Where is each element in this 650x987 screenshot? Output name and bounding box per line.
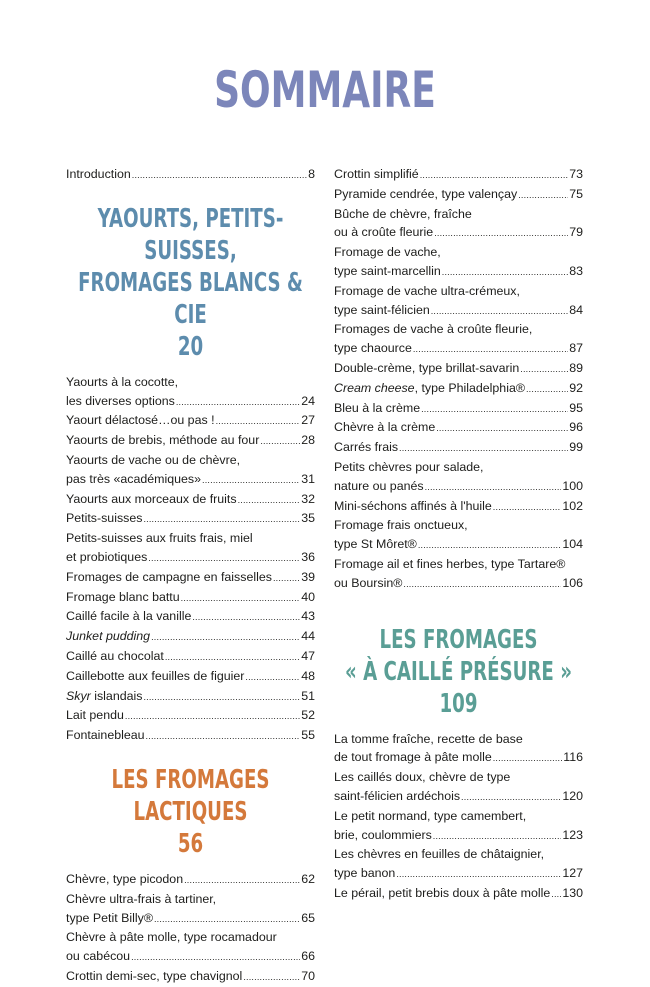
entry-label: de tout fromage à pâte molle: [334, 750, 492, 765]
entry-page: 89: [569, 360, 583, 375]
entry-label: Fromage blanc battu: [66, 589, 180, 604]
entry-page: 116: [563, 750, 583, 765]
entry-label: Double-crème, type brillat-savarin: [334, 360, 520, 375]
entry-label: Les caillés doux, chèvre de type: [334, 770, 511, 785]
entry-label: type St Môret®: [334, 537, 417, 552]
entry-label: Fromages de campagne en faisselles: [66, 569, 272, 584]
toc-list-yaourts: [66, 373, 315, 746]
toc-entry[interactable]: [66, 667, 315, 687]
toc-entry[interactable]: [334, 359, 583, 379]
entry-page: 83: [569, 263, 583, 278]
entry-page: 87: [569, 341, 583, 356]
toc-entry[interactable]: [334, 516, 583, 555]
entry-page: 104: [562, 537, 583, 552]
entry-label: pas très «académiques»: [66, 471, 202, 486]
entry-page: 8: [308, 167, 315, 181]
entry-label: nature ou panés: [334, 478, 424, 493]
entry-page: 127: [562, 866, 583, 881]
toc-entry[interactable]: [66, 431, 315, 451]
toc-entry[interactable]: [334, 418, 583, 438]
entry-label: Chèvre à pâte molle, type rocamadour: [66, 930, 277, 945]
toc-entry[interactable]: [66, 928, 315, 967]
entry-label: Chèvre, type picodon: [66, 871, 184, 886]
entry-page: 95: [569, 400, 583, 415]
toc-entry[interactable]: [334, 730, 583, 769]
entry-label: Lait pendu: [66, 708, 124, 723]
entry-label: Introduction: [66, 167, 131, 181]
toc-list-lactiques-continued: [334, 165, 583, 594]
toc-entry[interactable]: [334, 282, 583, 321]
entry-page: 47: [301, 648, 315, 663]
entry-page: 130: [562, 885, 583, 900]
toc-entry[interactable]: [334, 438, 583, 458]
toc-entry[interactable]: [66, 411, 315, 431]
entry-page: 32: [301, 491, 315, 506]
toc-entry[interactable]: [334, 807, 583, 846]
toc-entry[interactable]: [334, 884, 583, 904]
toc-entry[interactable]: [334, 768, 583, 807]
toc-entry[interactable]: [334, 555, 583, 594]
entry-page: 79: [569, 225, 583, 240]
entry-page: 75: [569, 186, 583, 201]
toc-entry[interactable]: [334, 243, 583, 282]
toc-entry[interactable]: [66, 890, 315, 929]
entry-page: 106: [562, 575, 583, 590]
toc-entry[interactable]: [334, 320, 583, 359]
entry-label: La tomme fraîche, recette de base: [334, 731, 523, 746]
entry-page: 27: [301, 413, 315, 428]
entry-label: Petits-suisses aux fruits frais, miel: [66, 531, 253, 546]
entry-page: 28: [301, 433, 315, 448]
entry-page: 52: [301, 708, 315, 723]
entry-label: Yaourt délactosé…ou pas !: [66, 413, 215, 428]
toc-list-presure: [334, 730, 583, 904]
toc-entry[interactable]: [334, 497, 583, 517]
toc-entry[interactable]: [66, 509, 315, 529]
toc-entry[interactable]: [334, 205, 583, 244]
entry-page: 99: [569, 440, 583, 455]
entry-label: ou à croûte fleurie: [334, 225, 434, 240]
toc-entry[interactable]: [334, 458, 583, 497]
toc-list-lactiques: [66, 870, 315, 987]
toc-entry[interactable]: [66, 687, 315, 707]
entry-label: Fromage de vache,: [334, 245, 441, 260]
entry-page: 39: [301, 569, 315, 584]
entry-label: Petits-suisses: [66, 511, 143, 526]
section-heading-presure: LES FROMAGES « À CAILLÉ PRÉSURE » 109: [345, 624, 572, 719]
entry-page: 48: [301, 668, 315, 683]
entry-label: Les chèvres en feuilles de châtaignier,: [334, 847, 545, 862]
entry-label: Yaourts de brebis, méthode au four: [66, 433, 260, 448]
toc-right-column: [334, 165, 583, 904]
toc-entry[interactable]: [334, 399, 583, 419]
entry-page: 100: [562, 478, 583, 493]
entry-label: Yaourts aux morceaux de fruits: [66, 491, 237, 506]
entry-label: Le petit normand, type camembert,: [334, 808, 527, 823]
entry-label: Bleu à la crème: [334, 400, 421, 415]
toc-entry[interactable]: [334, 185, 583, 205]
toc-entry[interactable]: [66, 607, 315, 627]
entry-label: Skyr islandais: [66, 688, 143, 703]
entry-page: 120: [562, 788, 583, 803]
entry-page: 24: [301, 393, 315, 408]
toc-entry[interactable]: [66, 726, 315, 746]
toc-left-column: [66, 165, 315, 987]
entry-page: 31: [301, 471, 315, 486]
entry-page: 84: [569, 302, 583, 317]
entry-page: 43: [301, 609, 315, 624]
entry-label: Mini-séchons affinés à l'huile: [334, 498, 492, 513]
entry-label: Crottin simplifié: [334, 167, 419, 181]
entry-label: Le pérail, petit brebis doux à pâte molle: [334, 885, 551, 900]
entry-label: Fromage de vache ultra-crémeux,: [334, 283, 520, 298]
section-heading-yaourts: YAOURTS, PETITS-SUISSES, FROMAGES BLANCS & CIE 20: [78, 203, 303, 362]
entry-page: 123: [562, 827, 583, 842]
entry-page: 65: [301, 910, 315, 925]
entry-page: 55: [301, 728, 315, 743]
entry-label: type saint-marcellin: [334, 263, 441, 278]
entry-page: 92: [569, 380, 583, 395]
entry-label: Fromage ail et fines herbes, type Tartare®: [334, 556, 566, 571]
entry-page: 66: [301, 949, 315, 964]
entry-label: Junket pudding: [66, 629, 151, 644]
entry-label: Caillebotte aux feuilles de figuier: [66, 668, 245, 683]
toc-entry[interactable]: [66, 588, 315, 608]
entry-label: Yaourts à la cocotte,: [66, 374, 179, 389]
entry-label: Fontainebleau: [66, 728, 145, 743]
entry-label: type saint-félicien: [334, 302, 430, 317]
toc-entry[interactable]: [66, 490, 315, 510]
toc-entry[interactable]: [66, 451, 315, 490]
page-title: SOMMAIRE: [214, 61, 436, 119]
entry-label: Fromage frais onctueux,: [334, 518, 468, 533]
section-heading-lactiques: LES FROMAGES LACTIQUES 56: [111, 764, 270, 859]
entry-label: Crottin demi-sec, type chavignol: [66, 968, 243, 983]
entry-label: brie, coulommiers: [334, 827, 432, 842]
entry-label: Caillé au chocolat: [66, 648, 164, 663]
toc-entry[interactable]: [66, 870, 315, 890]
entry-label: Pyramide cendrée, type valençay: [334, 186, 518, 201]
toc-entry[interactable]: [66, 647, 315, 667]
entry-label: type banon: [334, 866, 396, 881]
entry-label: type Petit Billy®: [66, 910, 153, 925]
entry-label: ou Boursin®: [334, 575, 403, 590]
entry-page: 73: [569, 167, 583, 181]
entry-label: Fromages de vache à croûte fleurie,: [334, 322, 533, 337]
entry-page: 35: [301, 511, 315, 526]
entry-page: 36: [301, 549, 315, 564]
toc-entry-introduction[interactable]: [66, 165, 315, 185]
entry-label: Petits chèvres pour salade,: [334, 459, 484, 474]
entry-page: 96: [569, 420, 583, 435]
entry-label: les diverses options: [66, 393, 175, 408]
entry-page: 62: [301, 871, 315, 886]
entry-label: Carrés frais: [334, 440, 399, 455]
entry-page: 102: [562, 498, 583, 513]
entry-page: 70: [301, 968, 315, 983]
entry-label: Bûche de chèvre, fraîche: [334, 206, 472, 221]
entry-label: et probiotiques: [66, 549, 148, 564]
entry-page: 40: [301, 589, 315, 604]
entry-label: Chèvre ultra-frais à tartiner,: [66, 891, 217, 906]
toc-entry[interactable]: [334, 845, 583, 884]
toc-entry[interactable]: [66, 529, 315, 568]
entry-label: Caillé facile à la vanille: [66, 609, 192, 624]
entry-label: ou cabécou: [66, 949, 131, 964]
toc-entry[interactable]: [334, 379, 583, 399]
toc-entry[interactable]: [334, 165, 583, 185]
toc-entry[interactable]: [66, 373, 315, 412]
entry-label: Cream cheese, type Philadelphia®: [334, 380, 525, 395]
entry-page: 44: [301, 629, 315, 644]
entry-label: Yaourts de vache ou de chèvre,: [66, 452, 241, 467]
entry-label: Chèvre à la crème: [334, 420, 436, 435]
entry-page: 51: [301, 688, 315, 703]
entry-label: saint-félicien ardéchois: [334, 788, 461, 803]
toc-entry[interactable]: [66, 568, 315, 588]
entry-label: type chaource: [334, 341, 412, 356]
toc-entry[interactable]: [66, 627, 315, 647]
toc-entry[interactable]: [66, 967, 315, 987]
toc-entry[interactable]: [66, 706, 315, 726]
